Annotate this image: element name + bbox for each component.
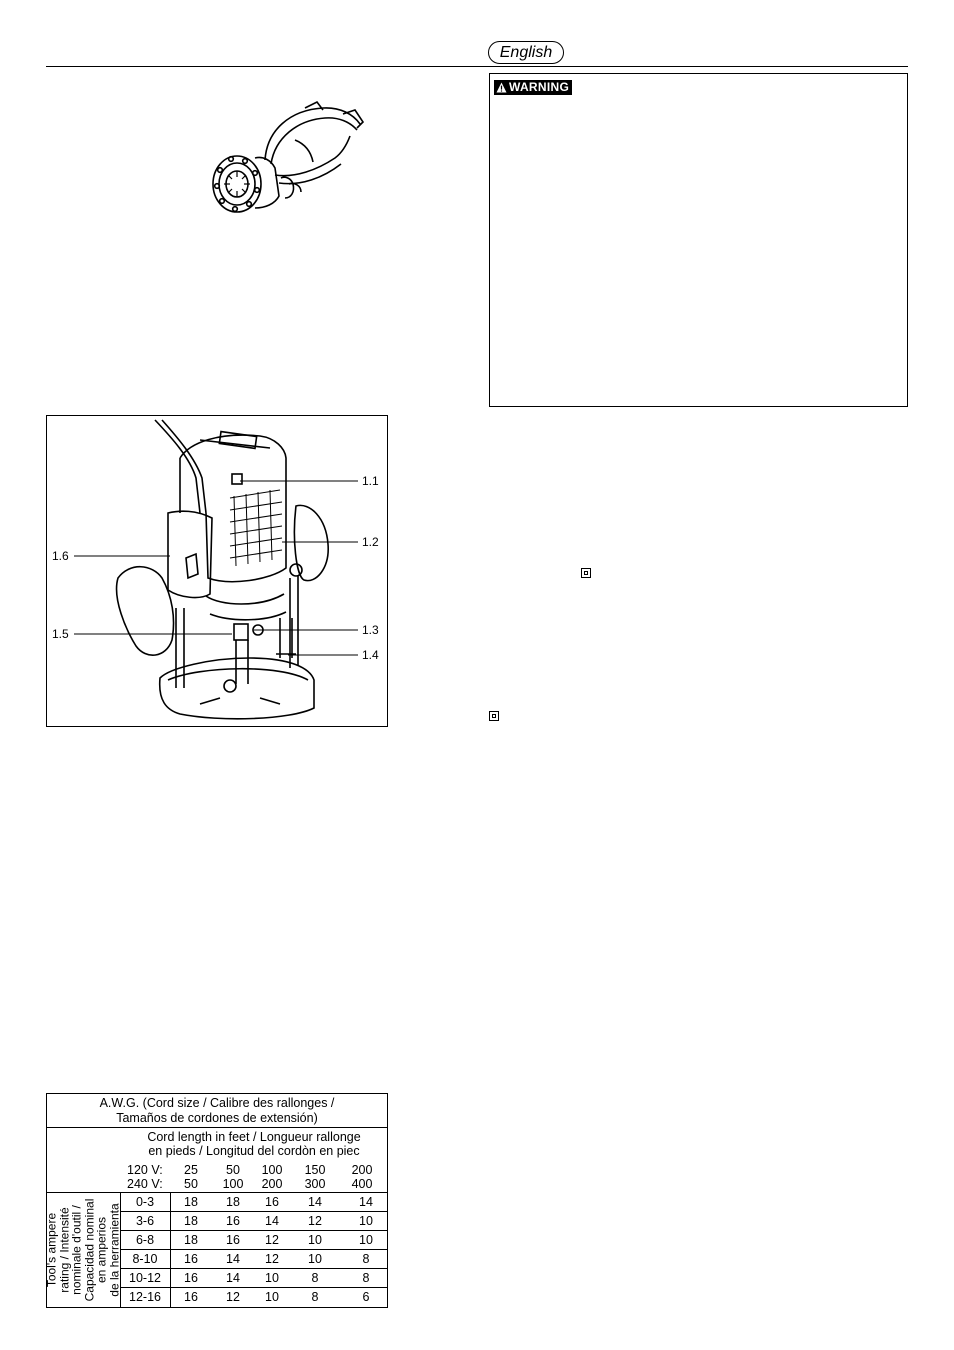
- warning-label: [494, 80, 572, 95]
- ampere-range: 8-10: [132, 1252, 158, 1266]
- header-rule: [46, 66, 908, 67]
- table-title: [46, 1093, 388, 1128]
- warning-triangle-icon: [496, 82, 507, 93]
- warning-label-text: WARNING: [509, 80, 570, 94]
- table-row: [120, 1250, 388, 1269]
- gauge-value: 10: [265, 1271, 279, 1285]
- length-value: 200: [351, 1163, 373, 1177]
- length-value: 200: [261, 1177, 283, 1191]
- callout-1-1: 1.1: [362, 474, 379, 488]
- ampere-range: 0-3: [135, 1195, 155, 1209]
- gauge-value: 16: [184, 1290, 198, 1304]
- length-value: 50: [226, 1163, 240, 1177]
- language-badge: English: [488, 41, 564, 64]
- gauge-value: 14: [226, 1252, 240, 1266]
- gauge-value: 10: [308, 1233, 322, 1247]
- gauge-value: 18: [184, 1233, 198, 1247]
- cord-length-header: [120, 1130, 388, 1158]
- gauge-value: 8: [362, 1271, 370, 1285]
- ampere-rating-header-line: Tool's ampere: [44, 1212, 59, 1288]
- double-insulation-icon: [489, 711, 499, 721]
- callout-1-4: 1.4: [362, 648, 379, 662]
- gauge-value: 14: [265, 1214, 279, 1228]
- callout-1-3: 1.3: [362, 623, 379, 637]
- ampere-rating-header: [46, 1192, 120, 1308]
- table-row: [120, 1212, 388, 1231]
- gauge-value: 6: [362, 1290, 370, 1304]
- ampere-range: 6-8: [135, 1233, 155, 1247]
- double-insulation-icon: [581, 568, 591, 578]
- gauge-value: 14: [308, 1195, 322, 1209]
- gauge-value: 18: [226, 1195, 240, 1209]
- table-title-line: Tamaños de cordones de extensión): [116, 1111, 318, 1125]
- gauge-value: 16: [184, 1252, 198, 1266]
- cord-length-header-line: en pieds / Longitud del cordòn en piec: [148, 1144, 360, 1158]
- voltage-label: 120 V:: [127, 1163, 163, 1177]
- gauge-value: 12: [265, 1252, 279, 1266]
- callout-1-2: 1.2: [362, 535, 379, 549]
- voltage-label: 240 V:: [127, 1177, 163, 1191]
- gauge-value: 18: [184, 1195, 198, 1209]
- gauge-value: 12: [226, 1290, 240, 1304]
- gauge-value: 18: [184, 1214, 198, 1228]
- table-title-line: A.W.G. (Cord size / Calibre des rallonges /: [99, 1096, 335, 1110]
- ampere-rating-header-line: Capacidad nominal: [82, 1198, 96, 1302]
- cord-length-header-line: Cord length in feet / Longueur rallonge: [147, 1130, 361, 1144]
- table-row: [120, 1288, 388, 1307]
- dust-mask-illustration: [205, 100, 370, 220]
- table-row: [120, 1231, 388, 1250]
- ampere-rating-header-line: en amperios: [94, 1216, 109, 1284]
- gauge-value: 16: [265, 1195, 279, 1209]
- length-value: 25: [184, 1163, 198, 1177]
- table-row: [120, 1193, 388, 1212]
- ampere-rating-header-line: rating / Intensité: [57, 1207, 71, 1293]
- length-value: 150: [304, 1163, 326, 1177]
- table-row: [120, 1269, 388, 1288]
- callout-1-6: 1.6: [52, 549, 69, 563]
- gauge-value: 8: [362, 1252, 370, 1266]
- length-value: 100: [261, 1163, 283, 1177]
- ampere-range: 3-6: [135, 1214, 155, 1228]
- gauge-value: 16: [226, 1214, 240, 1228]
- callout-1-5: 1.5: [52, 627, 69, 641]
- ampere-rating-header-line: de la herramienta: [107, 1203, 121, 1297]
- gauge-value: 10: [359, 1233, 373, 1247]
- length-value: 100: [222, 1177, 244, 1191]
- length-value: 400: [351, 1177, 373, 1191]
- warning-box: [489, 73, 908, 407]
- ampere-range: 10-12: [129, 1271, 161, 1285]
- gauge-value: 10: [265, 1290, 279, 1304]
- length-value: 50: [184, 1177, 198, 1191]
- gauge-value: 10: [308, 1252, 322, 1266]
- gauge-value: 10: [359, 1214, 373, 1228]
- gauge-value: 16: [184, 1271, 198, 1285]
- gauge-value: 12: [308, 1214, 322, 1228]
- gauge-value: 16: [226, 1233, 240, 1247]
- gauge-value: 8: [311, 1271, 319, 1285]
- length-value: 300: [304, 1177, 326, 1191]
- ampere-rating-header-line: nominale d'outil /: [69, 1205, 84, 1295]
- ampere-range: 12-16: [129, 1290, 161, 1304]
- gauge-value: 14: [359, 1195, 373, 1209]
- callout-lines: [46, 415, 388, 727]
- gauge-value: 12: [265, 1233, 279, 1247]
- gauge-value: 14: [226, 1271, 240, 1285]
- gauge-value: 8: [311, 1290, 319, 1304]
